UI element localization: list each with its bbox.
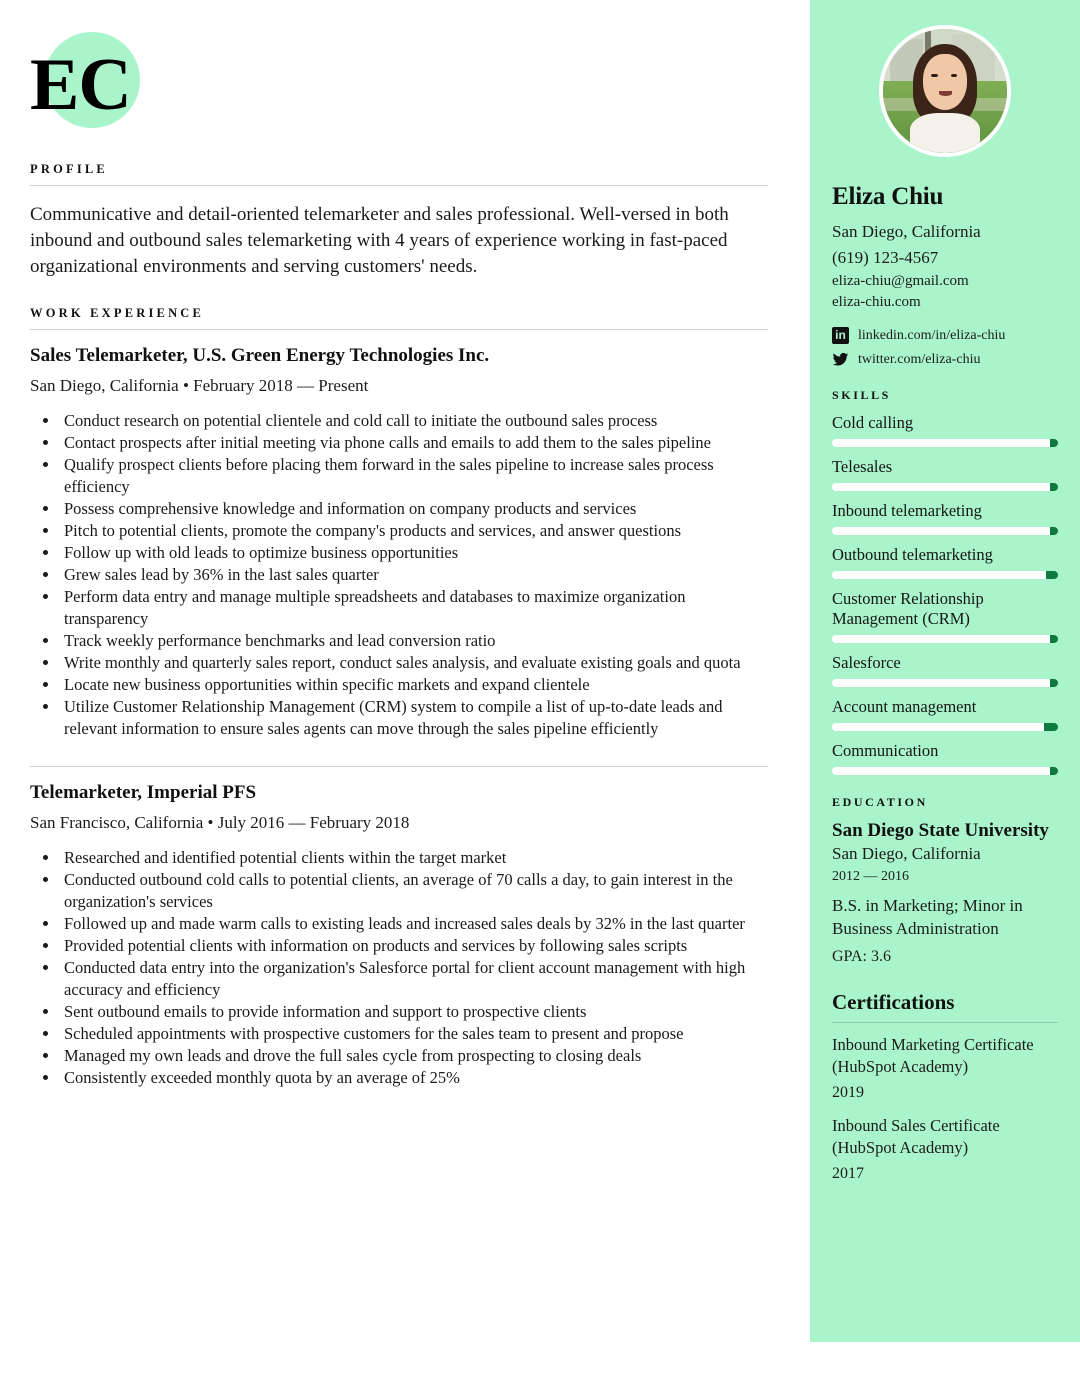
job-bullet: • Conducted data entry into the organization's Salesforce portal for client account management with high accuracy and efficiency [60, 957, 768, 1001]
logo-initials: EC [30, 44, 131, 126]
avatar-sweater [910, 113, 979, 155]
candidate-email[interactable]: eliza-chiu@gmail.com [832, 273, 969, 289]
certification-name: Inbound Sales Certificate (HubSpot Academy) [832, 1116, 1000, 1157]
education-section-heading: EDUCATION [832, 795, 928, 809]
skill-item [832, 741, 1058, 775]
avatar [879, 25, 1011, 157]
profile-summary: Communicative and detail-oriented telemarketer and sales professional. Well-versed in both inbound and outbound sales telemarketing with 4 years of experience working in fast-paced organizational environments and serving customers' needs. [30, 204, 729, 277]
skill-label: Customer Relationship Management (CRM) [832, 589, 984, 628]
skill-label: Salesforce [832, 653, 901, 672]
skill-bar-cap [1050, 767, 1058, 775]
job-entry [30, 345, 768, 740]
job-bullet: • Provided potential clients with information on products and services by following sales scripts [60, 935, 768, 957]
skill-item [832, 457, 1058, 491]
skill-label: Account management [832, 697, 977, 716]
job-title: Telemarketer, Imperial PFS [30, 782, 257, 803]
social-link-label: twitter.com/eliza-chiu [858, 351, 981, 367]
job-bullet: • Consistently exceeded monthly quota by an average of 25% [60, 1067, 768, 1089]
job-meta: San Francisco, California • July 2016 — February 2018 [30, 813, 410, 832]
certification-item [832, 1115, 1058, 1185]
skill-item [832, 697, 1058, 731]
social-link-twitter[interactable] [832, 351, 1058, 368]
job-bullet: • Possess comprehensive knowledge and information on company products and services [60, 498, 768, 520]
job-bullet: • Grew sales lead by 36% in the last sales quarter [60, 564, 768, 586]
skill-bar [832, 483, 1058, 491]
skill-label: Telesales [832, 457, 893, 476]
skill-bar-cap [1050, 635, 1058, 643]
education-dates: 2012 — 2016 [832, 869, 909, 884]
sidebar [810, 0, 1080, 1342]
avatar-container [832, 25, 1058, 157]
work-section-heading: WORK EXPERIENCE [30, 306, 205, 320]
skill-bar-cap [1046, 571, 1058, 579]
social-link-linkedin[interactable] [832, 327, 1058, 344]
job-bullet: • Scheduled appointments with prospective customers for the sales team to present and propose [60, 1023, 768, 1045]
skill-bar-cap [1050, 439, 1058, 447]
job-bullets [30, 410, 768, 740]
job-bullet: • Conducted outbound cold calls to potential clients, an average of 70 calls a day, to gain interest in the organization's services [60, 869, 768, 913]
certification-name: Inbound Marketing Certificate (HubSpot Academy) [832, 1035, 1034, 1076]
twitter-icon [832, 351, 849, 368]
skill-bar [832, 635, 1058, 643]
education-gpa: GPA: 3.6 [832, 948, 891, 965]
skill-label: Inbound telemarketing [832, 501, 982, 520]
social-links [832, 327, 1058, 368]
job-bullet: • Write monthly and quarterly sales report, conduct sales analysis, and evaluate existing goals and quota [60, 652, 768, 674]
certifications-divider [832, 1022, 1058, 1023]
job-bullet: • Perform data entry and manage multiple spreadsheets and databases to maximize organization transparency [60, 586, 768, 630]
skill-item [832, 653, 1058, 687]
job-bullet: • Qualify prospect clients before placing them forward in the sales pipeline to increase sales process efficiency [60, 454, 768, 498]
skill-item [832, 545, 1058, 579]
work-divider [30, 329, 768, 330]
social-link-label: linkedin.com/in/eliza-chiu [858, 327, 1006, 343]
skills-section-heading: SKILLS [832, 388, 891, 402]
avatar-eye-left [931, 74, 937, 78]
job-separator [30, 766, 768, 767]
job-bullet: • Contact prospects after initial meeting via phone calls and emails to add them to the sales pipeline [60, 432, 768, 454]
skill-bar [832, 527, 1058, 535]
job-bullet: • Conduct research on potential clientele and cold call to initiate the outbound sales process [60, 410, 768, 432]
job-bullet: • Followed up and made warm calls to existing leads and increased sales deals by 32% in the last quarter [60, 913, 768, 935]
skill-bar-cap [1050, 527, 1058, 535]
education-degree: B.S. in Marketing; Minor in Business Administration [832, 896, 1023, 938]
skill-item [832, 413, 1058, 447]
education-school: San Diego State University [832, 820, 1049, 841]
job-bullet: • Follow up with old leads to optimize business opportunities [60, 542, 768, 564]
skill-bar [832, 767, 1058, 775]
job-bullet: • Track weekly performance benchmarks and lead conversion ratio [60, 630, 768, 652]
candidate-website[interactable]: eliza-chiu.com [832, 294, 921, 310]
job-meta: San Diego, California • February 2018 — Present [30, 376, 369, 395]
candidate-phone: (619) 123-4567 [832, 248, 939, 267]
skill-item [832, 589, 1058, 643]
linkedin-icon [832, 327, 849, 344]
skill-bar [832, 439, 1058, 447]
skill-item [832, 501, 1058, 535]
job-title: Sales Telemarketer, U.S. Green Energy Technologies Inc. [30, 345, 490, 366]
job-bullet: • Pitch to potential clients, promote the company's products and services, and answer questions [60, 520, 768, 542]
candidate-location: San Diego, California [832, 222, 981, 241]
candidate-name: Eliza Chiu [832, 183, 944, 210]
certification-year: 2019 [832, 1084, 864, 1101]
profile-section-heading: PROFILE [30, 162, 108, 176]
skill-bar-cap [1050, 483, 1058, 491]
certification-item [832, 1034, 1058, 1104]
skill-label: Communication [832, 741, 939, 760]
skill-bar-cap [1050, 679, 1058, 687]
profile-divider [30, 185, 768, 186]
avatar-face [923, 54, 968, 110]
job-bullet: • Sent outbound emails to provide information and support to prospective clients [60, 1001, 768, 1023]
skill-label: Outbound telemarketing [832, 545, 993, 564]
certifications-heading: Certifications [832, 990, 955, 1014]
job-bullet: • Managed my own leads and drove the full sales cycle from prospecting to closing deals [60, 1045, 768, 1067]
job-entry [30, 782, 768, 1089]
certification-year: 2017 [832, 1165, 864, 1182]
skill-bar [832, 723, 1058, 731]
job-bullet: • Utilize Customer Relationship Management (CRM) system to compile a list of up-to-date leads and relevant information to ensure sales agents can move through the sales pipeline efficiently [60, 696, 768, 740]
skill-bar-cap [1044, 723, 1058, 731]
skill-bar [832, 679, 1058, 687]
monogram-logo [30, 28, 138, 136]
education-location: San Diego, California [832, 844, 981, 863]
skill-bar [832, 571, 1058, 579]
skill-label: Cold calling [832, 413, 914, 432]
job-bullets [30, 847, 768, 1089]
job-bullet: • Researched and identified potential clients within the target market [60, 847, 768, 869]
job-bullet: • Locate new business opportunities within specific markets and expand clientele [60, 674, 768, 696]
